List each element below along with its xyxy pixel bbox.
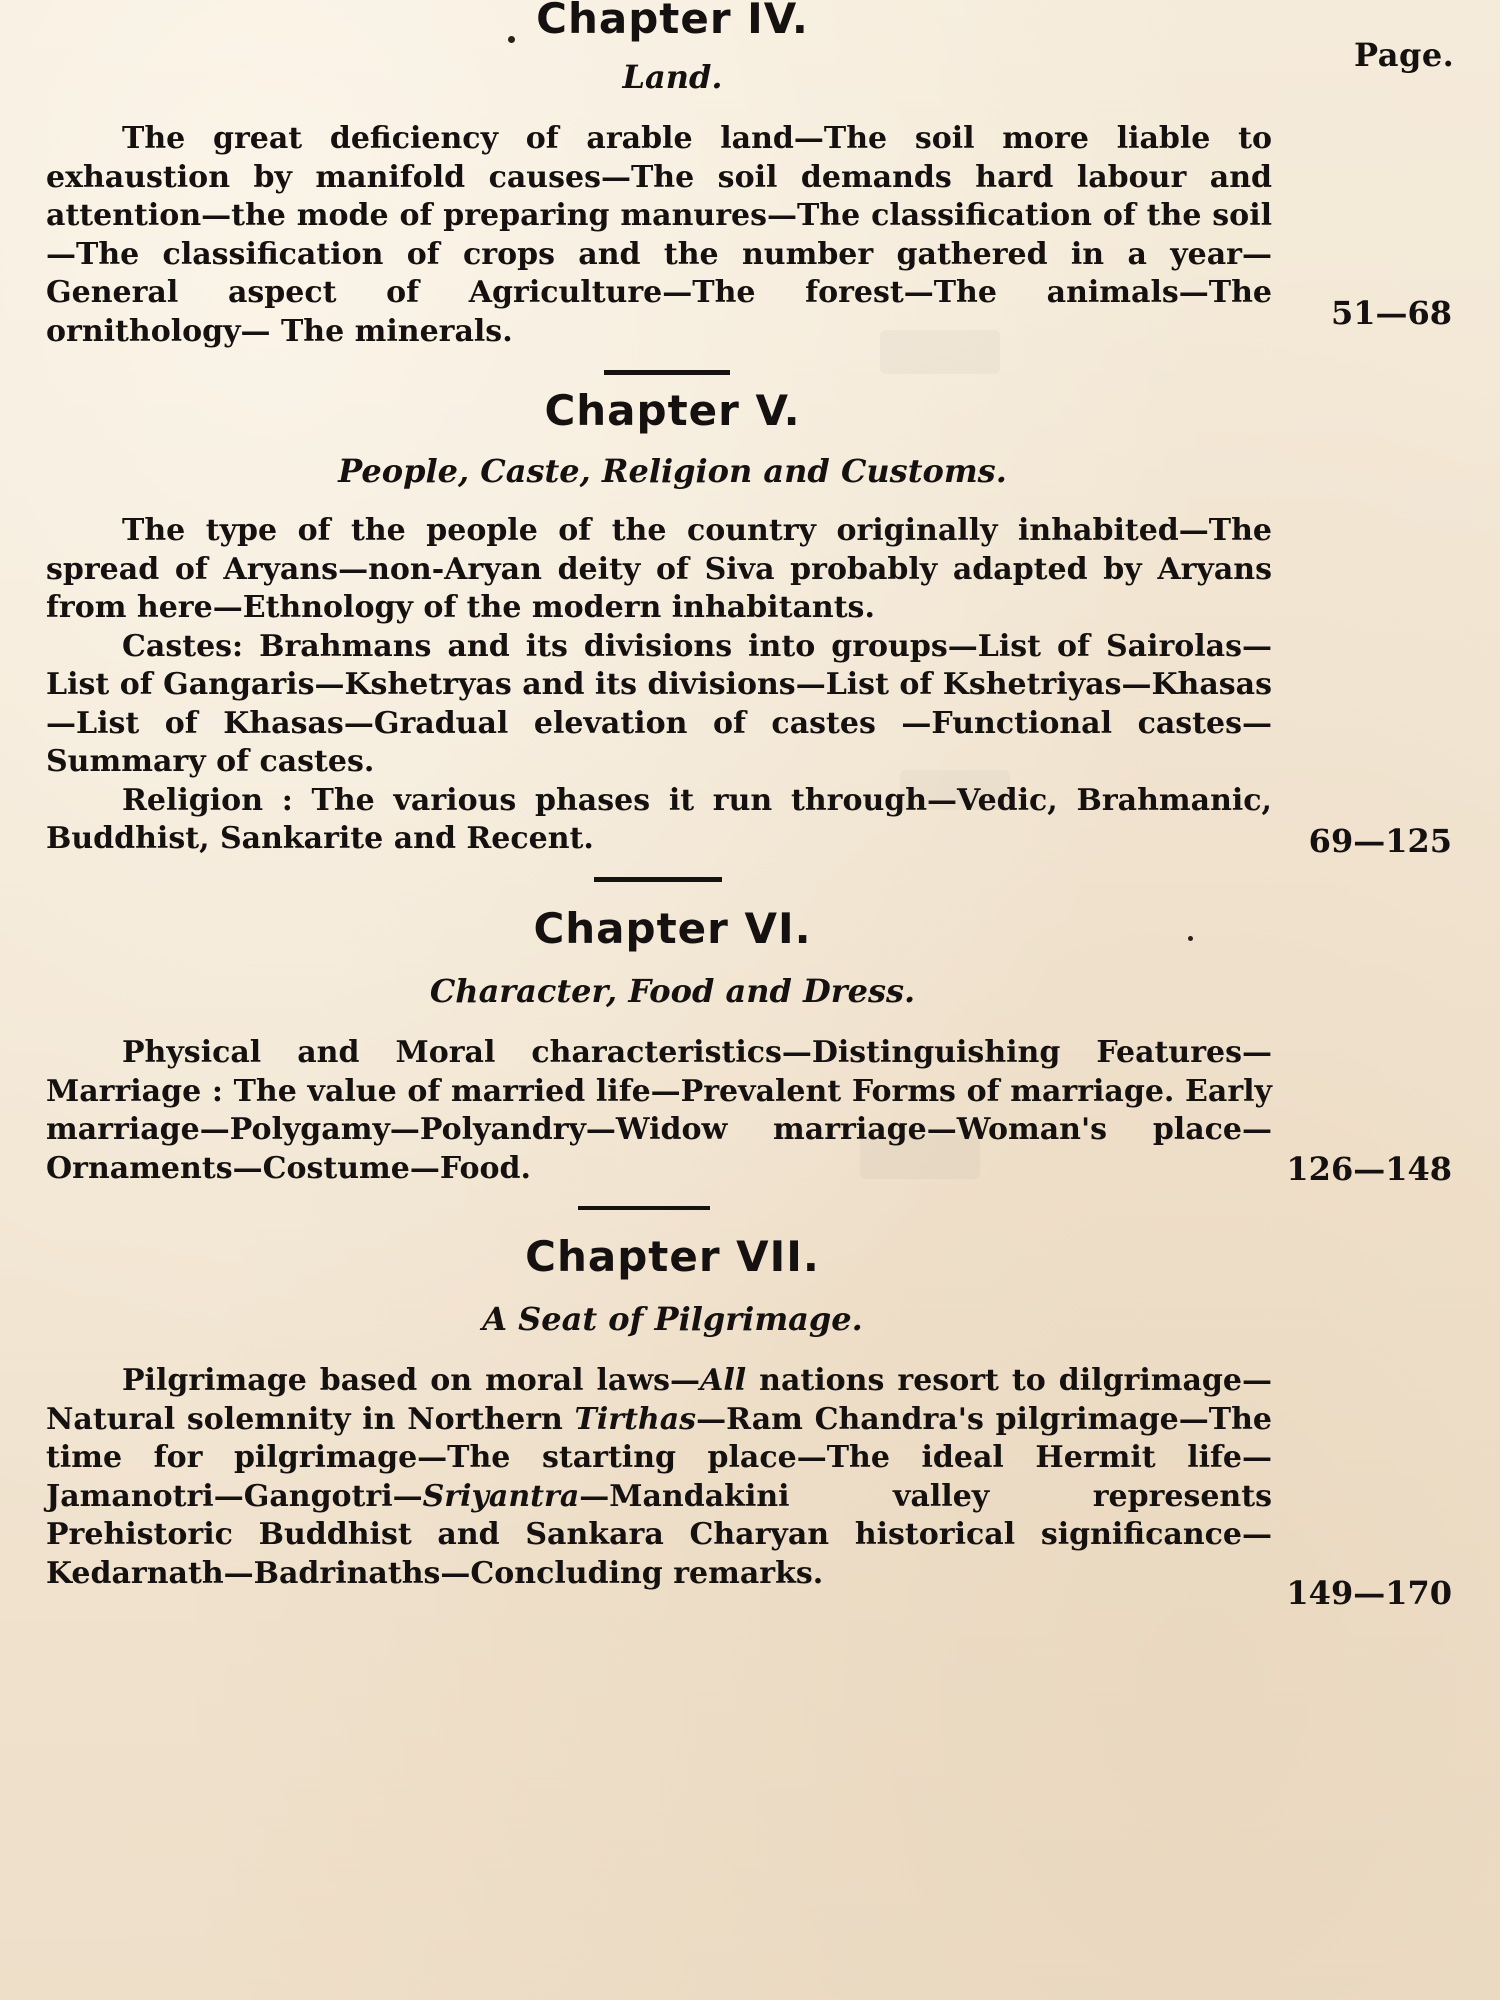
chapter-title: Chapter IV. <box>536 0 809 43</box>
summary-paragraph: Physical and Moral characteristics—Distinguishing Features—Marriage : The value of married life—Prevalent Forms of marriage. Early marriage—Polygamy—Polyandry—Widow marriage—Woman's place—Ornaments—Costume—Food. <box>46 1035 1272 1186</box>
chapter-summary <box>46 120 1272 351</box>
chapter-title: Chapter VI. <box>533 904 812 953</box>
summary-paragraph: Castes: Brahmans and its divisions into groups—List of Sairolas—List of Gangaris—Kshetryas and its divisions—List of Kshetriyas—Khasas—List of Khasas—Gradual elevation of castes —Functional castes—Summary of castes. <box>46 628 1272 779</box>
divider-rule <box>594 877 722 882</box>
summary-text: —Mandakini valley represents Prehistoric Buddhist and Sankara Charyan historical significance—Kedarnath—Badrinaths—Concluding remarks. <box>46 1478 1272 1591</box>
summary-paragraph <box>46 1362 1272 1593</box>
page-range: 149—170 <box>1286 1574 1452 1612</box>
page-range: 126—148 <box>1286 1150 1452 1188</box>
italic-word: Tirthas <box>574 1401 697 1437</box>
chapter-summary <box>46 512 1272 859</box>
chapter-summary <box>46 1034 1272 1188</box>
page-range: 51—68 <box>1330 294 1452 332</box>
chapter-summary <box>46 1362 1272 1593</box>
page-column-header: Page. <box>1354 36 1455 74</box>
summary-paragraph: Religion : The various phases it run through—Vedic, Brahmanic, Buddhist, Sankarite and Recent. <box>46 782 1272 856</box>
summary-text: Pilgrimage based on moral laws— <box>122 1363 701 1398</box>
chapter-subtitle: People, Caste, Religion and Customs. <box>338 452 1007 490</box>
summary-paragraph: The type of the people of the country originally inhabited—The spread of Aryans—non-Aryan deity of Siva probably adapted by Aryans from here—Ethnology of the modern inhabitants. <box>46 513 1272 625</box>
italic-word: Sriyantra <box>422 1478 580 1514</box>
italic-word: All <box>700 1363 747 1398</box>
summary-text: —Ram Chandra's pilgrimage—The time for pilgrimage—The starting place—The ideal Hermit life—Jamanotri—Gangotri— <box>46 1401 1272 1514</box>
summary-paragraph: The great deficiency of arable land—The soil more liable to exhaustion by manifold causes—The soil demands hard labour and attention—the mode of preparing manures—The classification of the soil—The classification of crops and the number gathered in a year—General aspect of Agriculture—The forest—The animals—The ornithology— The minerals. <box>46 121 1272 349</box>
chapter-title: Chapter VII. <box>525 1232 820 1281</box>
divider-rule <box>604 370 730 375</box>
chapter-title: Chapter V. <box>544 386 801 435</box>
chapter-subtitle: Character, Food and Dress. <box>429 972 916 1010</box>
summary-text: nations resort to dilgrimage—Natural solemnity in Northern <box>46 1363 1272 1437</box>
divider-rule <box>578 1206 710 1210</box>
page-range: 69—125 <box>1308 822 1452 860</box>
chapter-subtitle: Land. <box>622 58 723 96</box>
chapter-subtitle: A Seat of Pilgrimage. <box>482 1300 863 1338</box>
